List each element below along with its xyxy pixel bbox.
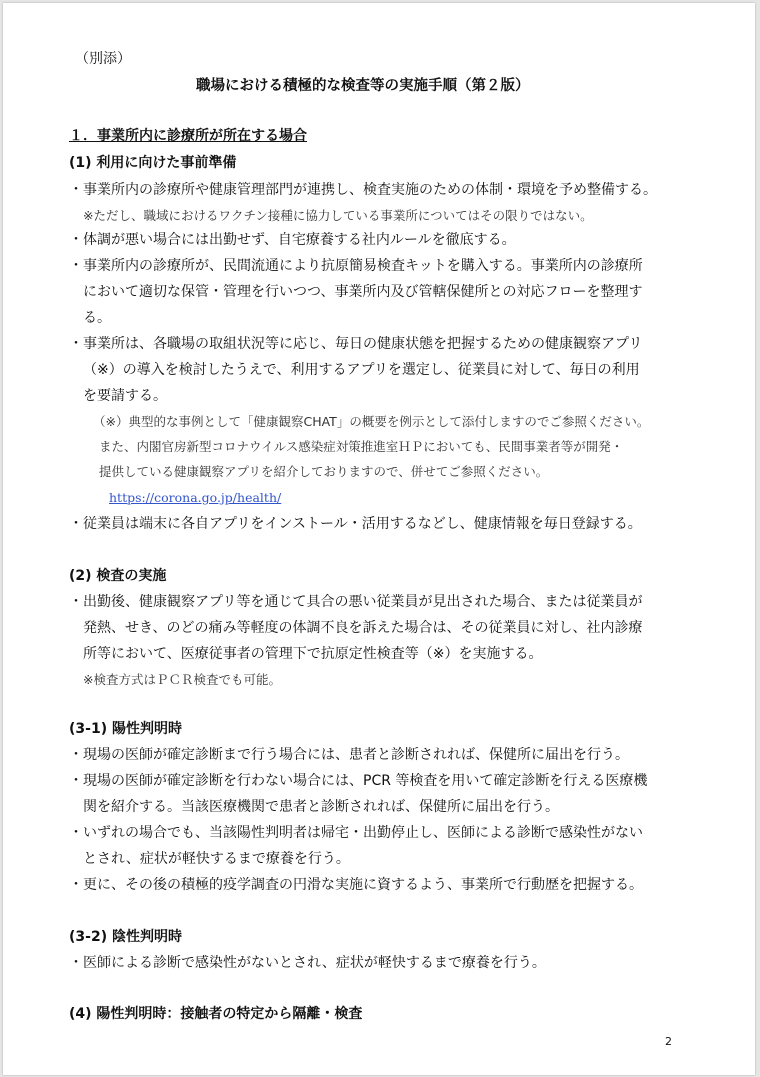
body-line: ・事業所は、各職場の取組状況等に応じ、毎日の健康状態を把握するための健康観察アプリ — [69, 336, 643, 352]
body-line: ・医師による診断で感染性がないとされ、症状が軽快するまで療養を行う。 — [69, 955, 546, 971]
body-line: （※）の導入を検討したうえで、利用するアプリを選定し、従業員に対して、毎日の利用 — [83, 362, 640, 378]
note-line: （※）典型的な事例として「健康観察CHAT」の概要を例示として添付しますのでご参照ください。 — [93, 414, 650, 429]
note-line: ※検査方式はＰＣＲ検査でも可能。 — [83, 672, 281, 687]
section-heading-1: １．事業所内に診療所が所在する場合 — [69, 128, 307, 144]
body-line: において適切な保管・管理を行いつつ、事業所内及び管轄保健所との対応フローを整理す — [83, 284, 643, 300]
body-line: る。 — [83, 310, 111, 326]
document-page — [3, 3, 755, 1075]
body-line: ・事業所内の診療所が、民間流通により抗原簡易検査キットを購入する。事業所内の診療所 — [69, 258, 643, 274]
subsection-heading-3-2: (3-2) 陰性判明時 — [69, 929, 182, 945]
subsection-heading-4: (4) 陽性判明時：接触者の特定から隔離・検査 — [69, 1006, 363, 1022]
attachment-label: （別添） — [75, 51, 131, 67]
body-line: ・現場の医師が確定診断を行わない場合には、PCR 等検査を用いて確定診断を行える医療機 — [69, 773, 648, 789]
body-line: ・更に、その後の積極的疫学調査の円滑な実施に資するよう、事業所で行動歴を把握する。 — [69, 877, 643, 893]
body-line: を要請する。 — [83, 388, 167, 404]
body-line: ・従業員は端末に各自アプリをインストール・活用するなどし、健康情報を毎日登録する。 — [69, 516, 642, 532]
body-line: 発熱、せき、のどの痛み等軽度の体調不良を訴えた場合は、その従業員に対し、社内診療 — [83, 620, 643, 636]
body-line: ・現場の医師が確定診断まで行う場合には、患者と診断されれば、保健所に届出を行う。 — [69, 747, 629, 763]
body-line: ・事業所内の診療所や健康管理部門が連携し、検査実施のための体制・環境を予め整備する。 — [69, 182, 657, 198]
document-title: 職場における積極的な検査等の実施手順（第２版） — [196, 78, 530, 94]
subsection-heading-2: (2) 検査の実施 — [69, 568, 167, 584]
note-line: また、内閣官房新型コロナウイルス感染症対策推進室ＨＰにおいても、民間事業者等が開発・ — [99, 439, 624, 454]
body-line: 所等において、医療従事者の管理下で抗原定性検査等（※）を実施する。 — [83, 646, 543, 662]
health-link[interactable]: https://corona.go.jp/health/ — [109, 490, 282, 505]
note-line: ※ただし、職域におけるワクチン接種に協力している事業所についてはその限りではない。 — [83, 208, 593, 223]
subsection-heading-3-1: (3-1) 陽性判明時 — [69, 721, 182, 737]
body-line: ・出勤後、健康観察アプリ等を通じて具合の悪い従業員が見出された場合、または従業員が — [69, 594, 643, 610]
body-line: とされ、症状が軽快するまで療養を行う。 — [83, 851, 350, 867]
subsection-heading-1: (1) 利用に向けた事前準備 — [69, 155, 237, 171]
page-number: 2 — [665, 1035, 672, 1048]
body-line: ・体調が悪い場合には出勤せず、自宅療養する社内ルールを徹底する。 — [69, 232, 516, 248]
note-line: 提供している健康観察アプリを紹介しておりますので、併せてご参照ください。 — [99, 464, 549, 479]
body-line: 関を紹介する。当該医療機関で患者と診断されれば、保健所に届出を行う。 — [83, 799, 559, 815]
body-line: ・いずれの場合でも、当該陽性判明者は帰宅・出勤停止し、医師による診断で感染性がない — [69, 825, 643, 841]
